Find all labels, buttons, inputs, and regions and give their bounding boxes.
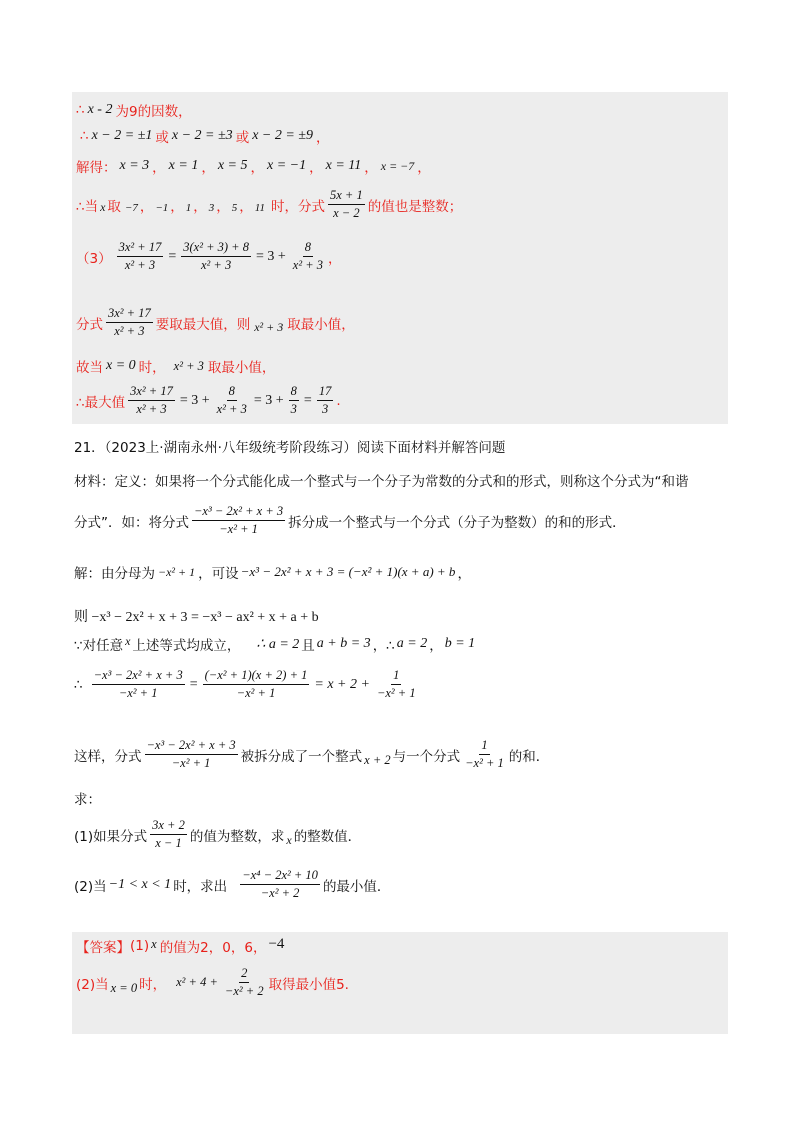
fraction: $\frac{8}{\text{x² + 3}}$ (216, 384, 247, 416)
fraction: $\frac{8}{3}$ (290, 384, 297, 416)
fraction: $\frac{5x + 1}{x - 2}$ (329, 188, 363, 220)
part-1: (1)如果分式 $\frac{3x + 2}{x - 1}$ 的值为整数，求 x 的整数值． (74, 818, 362, 850)
fraction: $\frac{\text{−x³ − 2x² + x + 3}}{\text{−x² + 1}}$ (93, 668, 183, 700)
fraction: $\frac{\text{3x² + 17}}{\text{x² + 3}}$ (130, 384, 173, 416)
sol-line-7: 故当 x = 0 时， x² + 3 取最小值， (76, 358, 276, 376)
sol-line-8: ∴最大值 $\frac{\text{3x² + 17}}{\text{x² + 3}}$ = 3 + $\frac{8}{\text{x² + 3}}$ = 3 + $\frac{8}{3}$ = $\frac{17}{3}$ . (76, 384, 341, 416)
solution-line-3: ∵对任意 x 上述等式均成立， ∴ a = 2 且 a + b = 3 ，∴ a = 2 ， b = 1 (74, 633, 476, 654)
fraction: $\frac{8}{\text{x² + 3}}$ (292, 240, 324, 272)
fraction: $\frac{1}{\text{−x² + 1}}$ (376, 668, 416, 700)
fraction: $\frac{2}{\text{−x² + 2}}$ (224, 966, 264, 998)
fraction: $\frac{1}{\text{−x² + 1}}$ (465, 738, 504, 770)
fraction: $\frac{\text{3x² + 17}}{\text{x² + 3}}$ (108, 306, 151, 338)
solution-line-1: 解：由分母为 −x² + 1 ，可设 −x³ − 2x² + x + 3 = (−x² + 1)(x + a) + b ， (74, 564, 471, 582)
sol-line-1: ∴ x - 2 为9的因数， (76, 102, 192, 120)
fraction: $\frac{3x + 2}{x - 1}$ (152, 818, 185, 850)
sol-line-4: ∴当 x 取 −7 ， −1 ， 1 ， 3 ， 5 ， 11 时，分式 $\frac{5x + 1}{x - 2}$ 的值也是整数； (76, 188, 463, 220)
sol-line-3: 解得： x = 3 ， x = 1 ， x = 5 ， x = −1 ， x = 11 ， x = −7 ， (76, 158, 431, 176)
question-title: 21．（2023上·湖南永州·八年级统考阶段练习）阅读下面材料并解答问题 (74, 440, 506, 456)
material-line-1: 材料：定义：如果将一个分式能化成一个整式与一个分子为常数的分式和的形式，则称这个分式为“和谐 (74, 474, 689, 490)
fraction: $\frac{\text{(−x² + 1)(x + 2) + 1}}{\text{−x² + 1}}$ (204, 668, 308, 700)
fraction: $\frac{\text{−x³ − 2x² + x + 3}}{\text{−x² + 1}}$ (194, 504, 284, 536)
ask-label: 求： (74, 792, 101, 808)
sol-line-5: （3） $\frac{\text{3x² + 17}}{\text{x² + 3}}$ = $\frac{\text{3(x² + 3) + 8}}{\text{x² + 3}}$ = 3 + $\frac{8}{\text{x² + 3}}$ ， (76, 240, 342, 272)
answer-line-2: (2)当 x = 0 时， x² + 4 + $\frac{2}{\text{−x² + 2}}$ 取得最小值5. (76, 966, 349, 998)
fraction: $\frac{17}{3}$ (318, 384, 332, 416)
answer-line-1: 【答案】 (1) x 的值为2，0，6， −4 (76, 935, 285, 956)
fraction: $\frac{\text{−x³ − 2x² + x + 3}}{\text{−x² + 1}}$ (146, 738, 236, 770)
solution-line-4: ∴ $\frac{\text{−x³ − 2x² + x + 3}}{\text{−x² + 1}}$ = $\frac{\text{(−x² + 1)(x + 2) + 1}}{\text{−x² + 1}}$ = x + 2 + $\frac{1}{\text{−x² + 1}}$ (74, 668, 416, 700)
fraction: $\frac{\text{−x⁴ − 2x² + 10}}{\text{−x² + 2}}$ (242, 868, 318, 900)
material-line-2: 分式”．如：将分式 $\frac{\text{−x³ − 2x² + x + 3}}{\text{−x² + 1}}$ 拆分成一个整式与一个分式（分子为整数）的和的形式． (74, 504, 626, 536)
sol-line-2: ∴ x − 2 = ±1 或 x − 2 = ±3 或 x − 2 = ±9 ， (80, 128, 330, 146)
fraction: $\frac{\text{3x² + 17}}{\text{x² + 3}}$ (118, 240, 162, 272)
sol-line-6: 分式 $\frac{\text{3x² + 17}}{\text{x² + 3}}$ 要取最大值，则 x² + 3 取最小值， (76, 306, 355, 338)
part-2: (2)当 −1 < x < 1 时，求出 $\frac{\text{−x⁴ − 2x² + 10}}{\text{−x² + 2}}$ 的最小值． (74, 868, 391, 900)
solution-line-2: 则 −x³ − 2x² + x + 3 = −x³ − ax² + x + a + b (74, 610, 319, 625)
solution-line-5: 这样，分式 $\frac{\text{−x³ − 2x² + x + 3}}{\text{−x² + 1}}$ 被拆分成了一个整式 x + 2 与一个分式 $\frac{1}{\text{−x² + 1}}$ 的和． (74, 738, 550, 770)
fraction: $\frac{\text{3(x² + 3) + 8}}{\text{x² + 3}}$ (183, 240, 249, 272)
